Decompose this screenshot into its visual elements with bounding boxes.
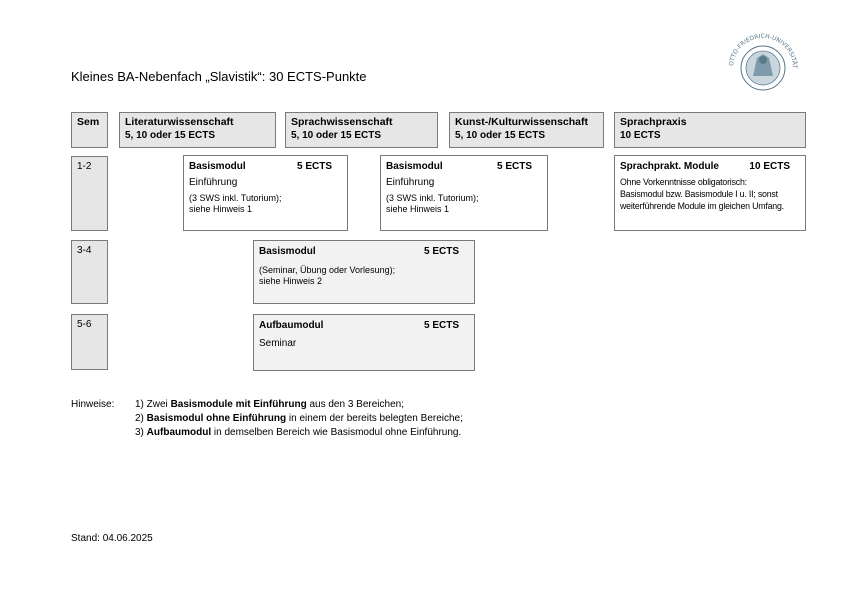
note-text: 1) Zwei [135,399,171,410]
sem-header [71,112,108,148]
module-note: siehe Hinweis 1 [386,204,450,214]
note-text: aus den 3 Bereichen; [306,399,404,410]
module-name: Basismodul [386,161,443,172]
semester-cell [71,156,108,231]
column-ects: 5, 10 oder 15 ECTS [125,130,216,141]
column-name: Literaturwissenschaft [125,116,234,128]
module-name: Aufbaumodul [259,320,324,331]
notes-section [71,398,571,442]
column-name: Sprachwissenschaft [291,116,393,128]
column-ects: 5, 10 oder 15 ECTS [455,130,546,141]
module-basis-literature [183,155,348,231]
note-text: in einem der bereits belegten Bereiche; [286,413,463,424]
module-name: Basismodul [259,246,316,257]
module-note: weiterführende Module im gleichen Umfang. [620,201,784,211]
note-text: in demselben Bereich wie Basismodul ohne Einführung. [211,427,462,438]
column-header-language-practice [614,112,806,148]
column-ects: 10 ECTS [620,130,661,141]
module-note: siehe Hinweis 1 [189,204,253,214]
module-type: Seminar [259,338,297,349]
module-basis-without-intro [253,240,475,304]
module-language-practice [614,155,806,231]
module-note: (Seminar, Übung oder Vorlesung); [259,265,396,275]
column-name: Kunst-/Kulturwissenschaft [455,116,589,128]
module-ects: 5 ECTS [496,161,532,172]
note-text: 2) [135,413,147,424]
semester-cell [71,314,108,370]
semester-cell [71,240,108,304]
note-1 [135,398,463,412]
last-updated: Stand: 04.06.2025 [71,533,153,544]
note-emphasis: Aufbaumodul [146,427,212,438]
module-aufbau [253,314,475,371]
column-header-linguistics [285,112,438,148]
module-ects: 5 ECTS [423,320,459,331]
column-header-literature [119,112,276,148]
module-name: Sprachprakt. Module [620,161,719,172]
column-name: Sprachpraxis [620,116,687,128]
note-2 [135,412,463,426]
note-emphasis: Basismodul ohne Einführung [146,413,287,424]
note-emphasis: Basismodule mit Einführung [170,399,307,410]
module-type: Einführung [189,177,238,188]
column-ects: 5, 10 oder 15 ECTS [291,130,382,141]
semester-label: 5-6 [77,319,92,330]
module-note: Ohne Vorkenntnisse obligatorisch: [620,177,747,187]
module-note: Basismodul bzw. Basismodule I u. II; sonst [620,189,778,199]
module-note: (3 SWS inkl. Tutorium); [189,193,282,203]
module-type: Einführung [386,177,435,188]
module-ects: 5 ECTS [423,246,459,257]
column-header-culture [449,112,604,148]
module-ects: 5 ECTS [296,161,332,172]
svg-text:OTTO-FRIEDRICH-UNIVERSITÄT BAM: OTTO-FRIEDRICH-UNIVERSITÄT [728,32,799,69]
note-3 [135,426,463,440]
note-text: 3) [135,427,147,438]
module-ects: 10 ECTS [749,161,790,172]
semester-label: 1-2 [77,161,92,172]
semester-label: 3-4 [77,245,92,256]
module-name: Basismodul [189,161,246,172]
sem-header-label: Sem [77,116,100,128]
module-note: (3 SWS inkl. Tutorium); [386,193,479,203]
notes-label: Hinweise: [71,399,115,410]
page-title: Kleines BA-Nebenfach „Slavistik“: 30 ECTS-Punkte [71,69,367,84]
module-basis-linguistics [380,155,548,231]
university-seal-icon [723,30,803,102]
module-note: siehe Hinweis 2 [259,276,323,286]
